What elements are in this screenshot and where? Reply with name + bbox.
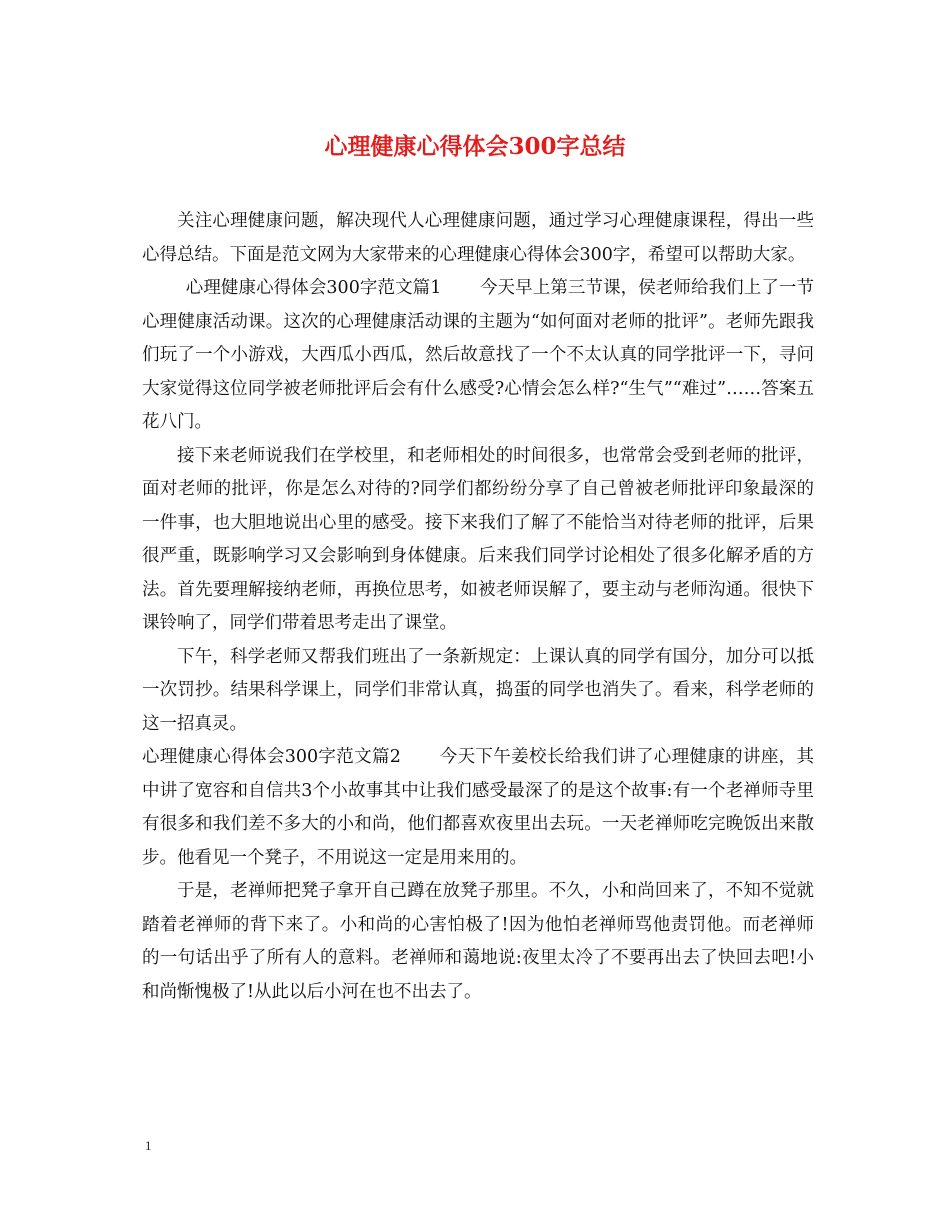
paragraph-text: 下午，科学老师又帮我们班出了一条新规定：上课认真的同学有国分，加分可以抵一次罚抄。结果科学课上，同学们非常认真，捣蛋的同学也消失了。看来，科学老师的这一招真灵。	[142, 646, 814, 734]
paragraph-text: 于是，老禅师把凳子拿开自己蹲在放凳子那里。不久，小和尚回来了，不知不觉就踏着老禅师的背下来了。小和尚的心害怕极了!因为他怕老禅师骂他责罚他。而老禅师的一句话出乎了所有人的意料。老禅师和蔼地说:夜里太冷了不要再出去了快回去吧!小和尚惭愧极了!从此以后小河在也不出去了。	[142, 881, 814, 1002]
paragraph-intro	[142, 205, 814, 272]
document-body	[142, 205, 814, 1009]
paragraph-body	[142, 641, 814, 742]
section-heading: 心理健康心得体会300字范文篇1	[185, 278, 442, 298]
paragraph-sample-1	[142, 272, 814, 440]
paragraph-body	[142, 875, 814, 1009]
paragraph-text: 今天下午姜校长给我们讲了心理健康的讲座，其中讲了宽容和自信共3个小故事其中让我们感受最深了的是这个故事:有一个老禅师寺里有很多和我们差不多大的小和尚，他们都喜欢夜里出去玩。一天老禅师吃完晚饭出来散步。他看见一个凳子，不用说这一定是用来用的。	[142, 747, 814, 868]
paragraph-body	[142, 440, 814, 641]
section-heading: 心理健康心得体会300字范文篇2	[142, 747, 401, 767]
paragraph-text: 今天早上第三节课，侯老师给我们上了一节心理健康活动课。这次的心理健康活动课的主题为“如何面对老师的批评”。老师先跟我们玩了一个小游戏，大西瓜小西瓜，然后故意找了一个不太认真的同学批评一下，寻问大家觉得这位同学被老师批评后会有什么感受?心情会怎么样?“生气”“难过”……答案五花八门。	[142, 278, 814, 432]
page-number: 1	[145, 1138, 152, 1153]
paragraph-sample-2	[142, 741, 814, 875]
paragraph-text: 接下来老师说我们在学校里，和老师相处的时间很多，也常常会受到老师的批评，面对老师的批评，你是怎么对待的?同学们都纷纷分享了自己曾被老师批评印象最深的一件事，也大胆地说出心里的感受。接下来我们了解了不能恰当对待老师的批评，后果很严重，既影响学习又会影响到身体健康。后来我们同学讨论相处了很多化解矛盾的方法。首先要理解接纳老师，再换位思考，如被老师误解了，要主动与老师沟通。很快下课铃响了，同学们带着思考走出了课堂。	[142, 445, 814, 633]
paragraph-text: 关注心理健康问题，解决现代人心理健康问题，通过学习心理健康课程，得出一些心得总结。下面是范文网为大家带来的心理健康心得体会300字，希望可以帮助大家。	[142, 211, 814, 265]
document-title: 心理健康心得体会300字总结	[324, 133, 626, 160]
